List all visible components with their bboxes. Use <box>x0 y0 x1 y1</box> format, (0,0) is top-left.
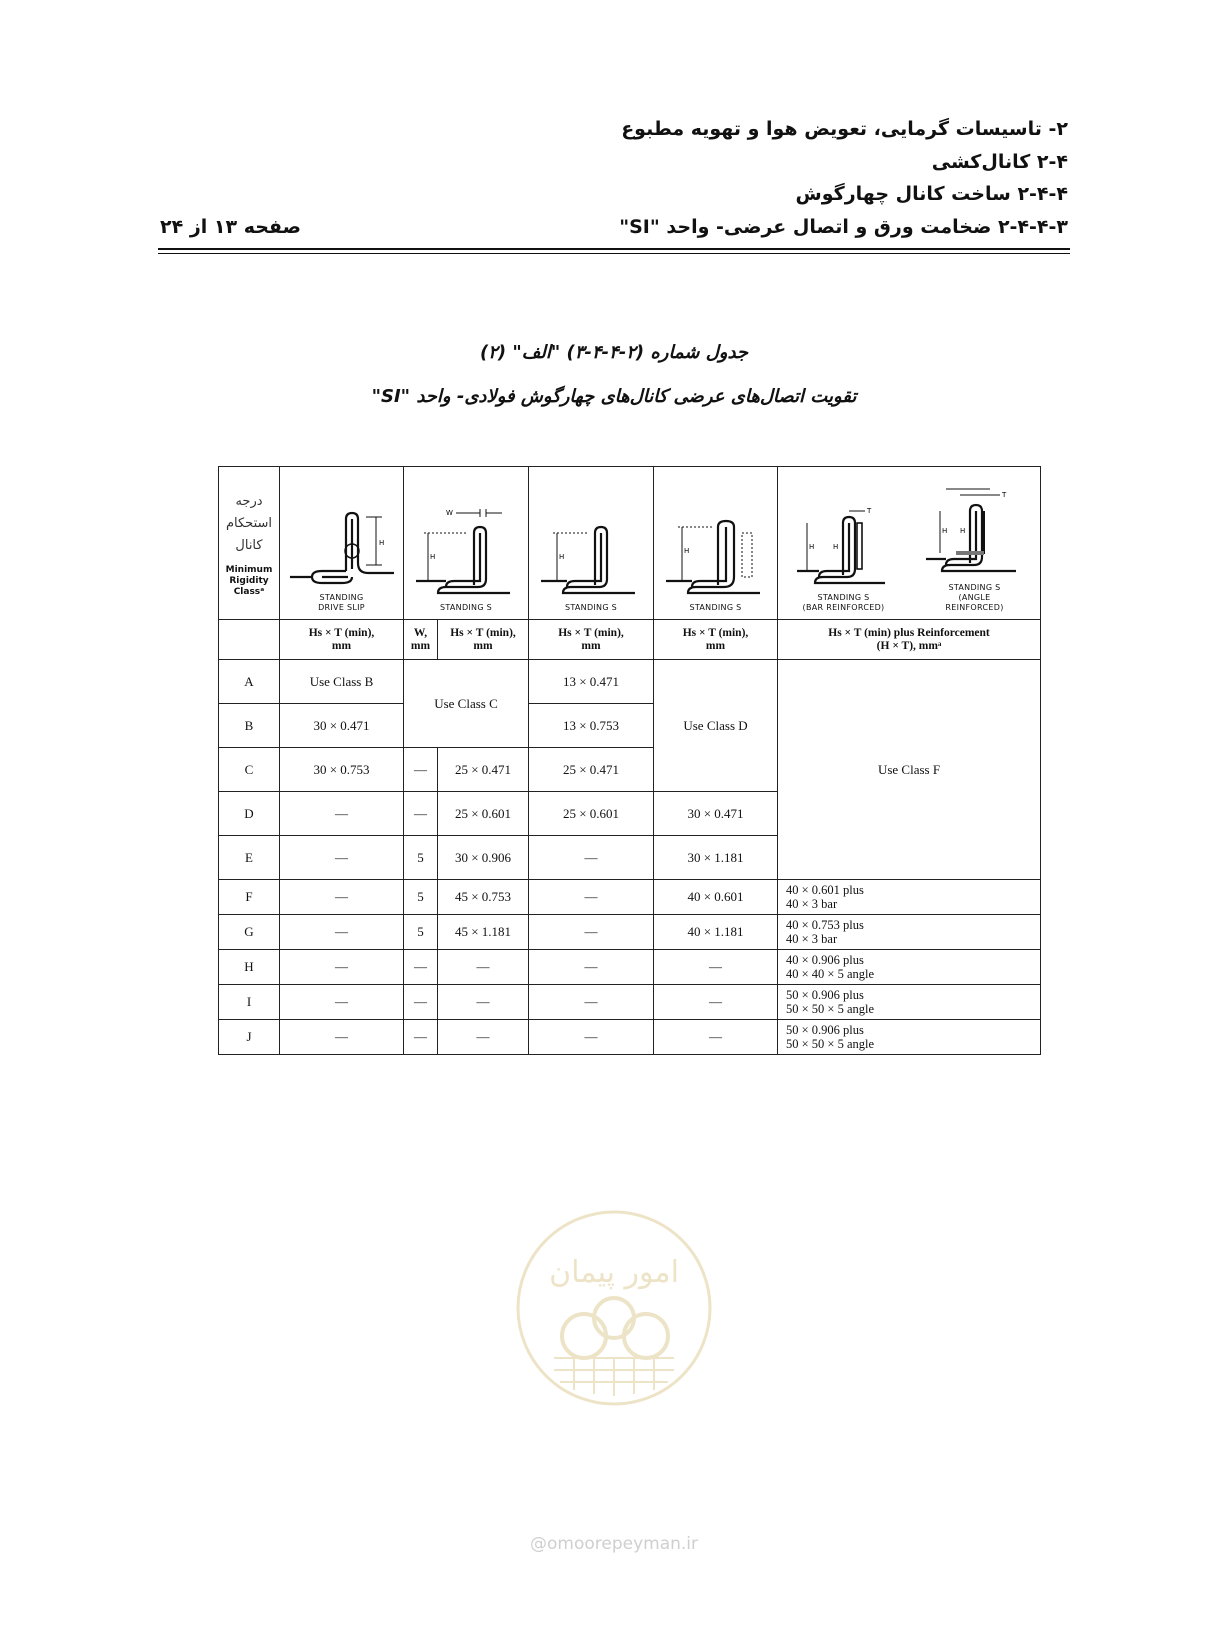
class-cell: A <box>219 660 280 704</box>
merged-use-class-f: Use Class F <box>778 660 1041 880</box>
value-cell: — <box>280 880 404 915</box>
label-angle-1: STANDING S <box>948 583 1001 592</box>
svg-text:T: T <box>1001 491 1006 499</box>
value-cell: 5 <box>404 880 438 915</box>
label-angle-2: (ANGLE <box>958 593 991 602</box>
class-header <box>219 467 280 620</box>
class-cell: G <box>219 915 280 950</box>
header-line-4: ۲-۴-۴-۳ ضخامت ورق و اتصال عرضی- واحد "SI" <box>619 216 1068 238</box>
value-cell: — <box>280 836 404 880</box>
value-cell: — <box>529 915 654 950</box>
label-standing-s-w: STANDING S <box>439 603 493 612</box>
reinforcement-cell: 50 × 0.906 plus 50 × 50 × 5 angle <box>778 1020 1041 1055</box>
value-cell: 45 × 1.181 <box>438 915 529 950</box>
svg-text:H: H <box>832 543 838 551</box>
value-cell: — <box>404 950 438 985</box>
class-cell: E <box>219 836 280 880</box>
table-row <box>219 880 1041 915</box>
reinforcement-cell: 40 × 0.906 plus 40 × 40 × 5 angle <box>778 950 1041 985</box>
class-cell: I <box>219 985 280 1020</box>
value-cell: 5 <box>404 915 438 950</box>
label-angle-3: REINFORCED) <box>945 603 1004 612</box>
figure-drive-slip <box>280 467 404 620</box>
label-bar-1: STANDING S <box>817 593 870 602</box>
value-cell: — <box>654 950 778 985</box>
label-standing-s-tall: STANDING S <box>689 603 742 612</box>
table-number: جدول شماره (۲-۴-۴-۳) "الف" (۲) <box>479 342 749 363</box>
class-cell: B <box>219 704 280 748</box>
value-cell: 30 × 0.906 <box>438 836 529 880</box>
value-cell: — <box>438 985 529 1020</box>
label-standing-s: STANDING S <box>564 603 618 612</box>
class-cell: H <box>219 950 280 985</box>
figure-reinforced <box>778 467 1041 620</box>
angle-reinforced-diagram <box>920 483 1030 583</box>
watermark-site: @omoorepeyman.ir <box>529 1534 699 1554</box>
class-cell: J <box>219 1020 280 1055</box>
merged-use-class-c: Use Class C <box>404 660 529 748</box>
unit-c2: Hs × T (min), mm <box>438 620 529 660</box>
value-cell: — <box>404 748 438 792</box>
value-cell: — <box>404 792 438 836</box>
svg-text:H: H <box>559 553 565 561</box>
value-cell: — <box>404 985 438 1020</box>
reinforcement-table <box>218 466 1041 1055</box>
standing-s-w-diagram <box>406 503 526 603</box>
value-cell: — <box>529 950 654 985</box>
svg-text:H: H <box>430 553 436 561</box>
figure-standing-s-w <box>404 467 529 620</box>
value-cell: — <box>280 1020 404 1055</box>
value-cell: 25 × 0.601 <box>438 792 529 836</box>
value-cell: — <box>438 1020 529 1055</box>
value-cell: — <box>280 950 404 985</box>
drive-slip-diagram <box>282 503 402 593</box>
header-line-1: ۲- تاسیسات گرمایی، تعویض هوا و تهویه مطبوع <box>621 118 1068 140</box>
header-rule-thin <box>158 253 1070 254</box>
reinforcement-cell: 50 × 0.906 plus 50 × 50 × 5 angle <box>778 985 1041 1020</box>
fa-label-3: کانال <box>235 538 263 553</box>
value-cell: 45 × 0.753 <box>438 880 529 915</box>
label-drive-slip-2: DRIVE SLIP <box>318 603 365 612</box>
value-cell: — <box>280 915 404 950</box>
value-cell: 13 × 0.471 <box>529 660 654 704</box>
unit-c4: Hs × T (min), mm <box>654 620 778 660</box>
value-cell: 25 × 0.471 <box>438 748 529 792</box>
standing-s-tall-diagram <box>656 513 776 603</box>
value-cell: — <box>280 792 404 836</box>
figure-standing-s <box>529 467 654 620</box>
value-cell: 30 × 0.471 <box>280 704 404 748</box>
svg-text:H: H <box>378 539 384 547</box>
fa-label-2: استحکام <box>225 516 272 531</box>
standing-s-diagram <box>531 513 651 603</box>
unit-c2w: W, mm <box>404 620 438 660</box>
value-cell: 13 × 0.753 <box>529 704 654 748</box>
mrc-label-1: Minimum <box>225 565 273 575</box>
table-title: تقویت اتصال‌های عرضی کانال‌های چهارگوش فولادی- واحد "SI" <box>371 386 857 407</box>
mrc-label-3: Classᵃ <box>233 587 265 597</box>
value-cell: 30 × 0.753 <box>280 748 404 792</box>
mrc-label-2: Rigidity <box>229 576 269 586</box>
header-rule <box>158 248 1070 250</box>
svg-text:T: T <box>866 507 871 515</box>
value-cell: — <box>438 950 529 985</box>
value-cell: — <box>404 1020 438 1055</box>
label-drive-slip-1: STANDING <box>319 593 364 602</box>
svg-text:H: H <box>683 547 689 555</box>
value-cell: — <box>529 836 654 880</box>
reinforcement-cell: 40 × 0.601 plus 40 × 3 bar <box>778 880 1041 915</box>
svg-text:H: H <box>941 527 947 535</box>
svg-text:H: H <box>808 543 814 551</box>
value-cell: 30 × 1.181 <box>654 836 778 880</box>
merged-use-class-d: Use Class D <box>654 660 778 792</box>
table-row <box>219 660 1041 704</box>
units-empty <box>219 620 280 660</box>
header-line-3: ۲-۴-۴ ساخت کانال چهارگوش <box>795 183 1068 205</box>
value-cell: — <box>529 1020 654 1055</box>
class-cell: D <box>219 792 280 836</box>
watermark-logo-text: امور پیمان <box>549 1255 679 1290</box>
watermark-logo <box>514 1208 714 1408</box>
svg-text:W: W <box>446 509 453 517</box>
class-cell: C <box>219 748 280 792</box>
svg-text:H: H <box>959 527 965 535</box>
value-cell: — <box>654 985 778 1020</box>
fa-label-1: درجه <box>235 494 263 509</box>
value-cell: 25 × 0.471 <box>529 748 654 792</box>
value-cell: Use Class B <box>280 660 404 704</box>
header-line-2: ۲-۴ کانال‌کشی <box>931 151 1068 173</box>
value-cell: 5 <box>404 836 438 880</box>
value-cell: 25 × 0.601 <box>529 792 654 836</box>
value-cell: 40 × 1.181 <box>654 915 778 950</box>
unit-c1: Hs × T (min), mm <box>280 620 404 660</box>
label-bar-2: (BAR REINFORCED) <box>802 603 885 612</box>
value-cell: — <box>529 880 654 915</box>
unit-c3: Hs × T (min), mm <box>529 620 654 660</box>
class-cell: F <box>219 880 280 915</box>
value-cell: — <box>280 985 404 1020</box>
value-cell: 40 × 0.601 <box>654 880 778 915</box>
figure-standing-s-tall <box>654 467 778 620</box>
table-row <box>219 985 1041 1020</box>
value-cell: — <box>529 985 654 1020</box>
reinforcement-cell: 40 × 0.753 plus 40 × 3 bar <box>778 915 1041 950</box>
table-row <box>219 915 1041 950</box>
page-number: صفحه ۱۳ از ۲۴ <box>160 216 301 238</box>
value-cell: 30 × 0.471 <box>654 792 778 836</box>
table-row <box>219 950 1041 985</box>
unit-c5: Hs × T (min) plus Reinforcement (H × T), mmᵃ <box>778 620 1041 660</box>
value-cell: — <box>654 1020 778 1055</box>
bar-reinforced-diagram <box>789 503 899 593</box>
table-row <box>219 1020 1041 1055</box>
